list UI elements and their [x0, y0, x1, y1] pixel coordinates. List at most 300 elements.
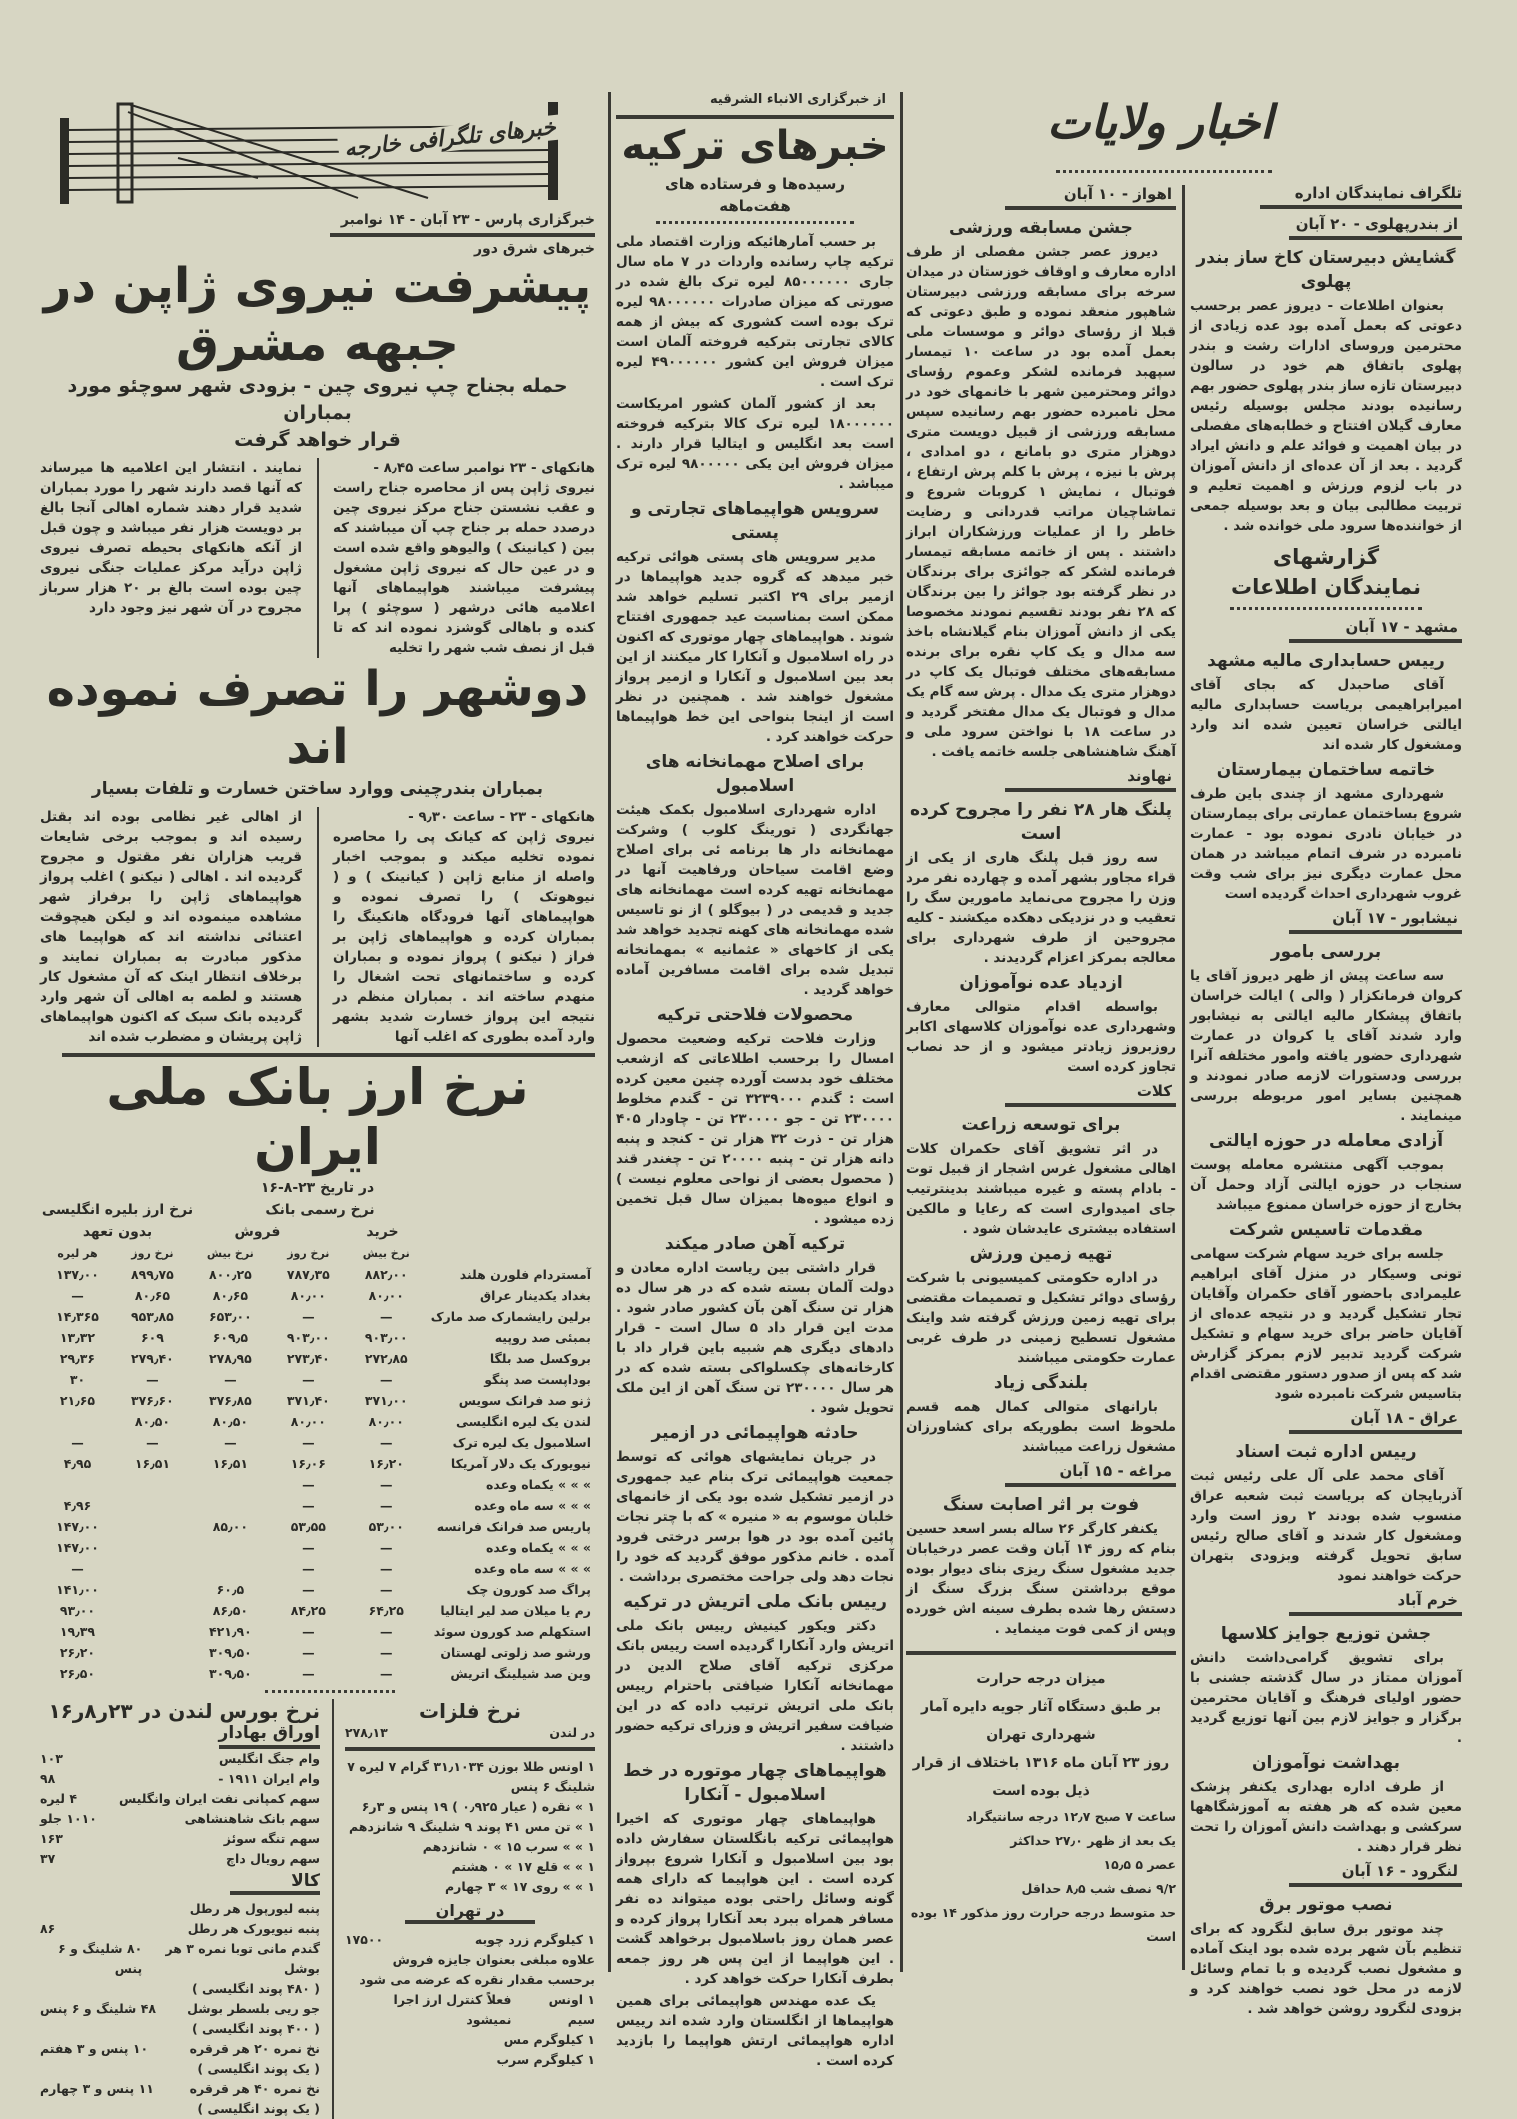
rate-value: ۱۴٫۳۶۵: [56, 1309, 99, 1324]
currency-name: آمستردام فلورن هلند: [459, 1267, 591, 1282]
place-dateline: مشهد - ۱۷ آبان: [1289, 618, 1462, 643]
weather-title-line: روز ۲۳ آبان ماه ۱۳۱۶ باختلاف از قرار ذیل بوده است: [912, 1755, 1170, 1799]
article-paragraph: بعنوان اطلاعات - دیروز عصر برحسب دعوتی که بعمل آمده بود عده زیادی از محترمین وروسای ادارات رشت و بندر پهلوی باتفاق هم خود در سالون دبیرستان تازه ساز بندر پهلوی حضور بهم رسانیده بودند مجلس بوسیله رئیس معارف گیلان افتتاح و خطابه‌های مفصلی در بیان اهمیت و فوائد علم و دانش ایراد گردید . بعد از آن عده‌ای از دانش آموزان در باب لزوم ورزش و اهمیت تعلیم و تربیت مطالبی بیان و بعد بوسیله جمعی از خواننده‌ها سرود ملی خوانده شد .: [1190, 298, 1462, 534]
currency-row: [40, 1369, 595, 1390]
commodity-row: [40, 1939, 320, 1979]
rate-value: —: [302, 1561, 315, 1576]
currency-row: [40, 1411, 595, 1432]
commodity-row: [40, 1899, 320, 1919]
commodity-row: [40, 1919, 320, 1939]
security-row-value: ۳۷: [40, 1851, 56, 1866]
article-heading: فوت بر اثر اصابت سنگ: [942, 1495, 1140, 1515]
temperature-reading: ساعت ۷ صبح ۱۲٫۷ درجه سانتیگراد: [966, 1809, 1176, 1824]
goods-label: کالا: [230, 1871, 320, 1895]
rate-value: [115, 1663, 190, 1684]
tehran-metal-row-value: فعلاً کنترل ارز اجرا نمیشود: [393, 1992, 512, 2027]
rate-value: [190, 1495, 271, 1516]
rate-value: ۳۰۹٫۵۰: [208, 1645, 252, 1660]
metal-row: ۱ اونس طلا بوزن ۳۱٫۱۰۳۴ گرام ۷ لیره ۷ شلینگ ۶ پنس: [347, 1759, 595, 1794]
rate-value: ۸۰٫۰۰: [290, 1414, 326, 1429]
rate-value: ۳۷۶٫۶۰: [131, 1393, 174, 1408]
column-divider: [1182, 185, 1185, 1970]
rate-value: ۳۰: [69, 1372, 86, 1387]
rate-value: —: [380, 1372, 393, 1387]
lira-rate-label: نرخ ارز بلیره انگلیسی: [41, 1202, 194, 1218]
security-row: [40, 1749, 320, 1769]
rate-value: —: [380, 1435, 393, 1450]
article-heading: محصولات فلاحتی ترکیه: [656, 1005, 854, 1025]
article-body-left: از اهالی غیر نظامی بوده اند بقتل رسیده اند و بموجب برخی شایعات قریب هزاران نفر مقتول و مجروح گردیده اند . اهالی ( نیکنو ) اغلب پرواز هواپیماهای ژاپن را برفراز شهر مشاهده مینموده اند و لیکن هیچوقت اعتنائی نداشته اند که هواپیما های مذکور مبادرت به بمباران نمایند و برخلاف انتظار اینک که آن مشغول کار هستند و لطمه به اهالی آن شهر وارد گردیده بانک سبک که اکنون هواپیماهای ژاپن پریشان و مضطرب شده اند: [40, 809, 302, 1045]
article-heading: آزادی معامله در حوزه ایالتی: [1208, 1131, 1444, 1151]
article-paragraph: بارانهای متوالی کمال همه قسم ملحوظ است بطوریکه برای کشاورزان مشغول زراعت میباشند: [906, 1399, 1176, 1455]
rate-value: —: [224, 1372, 237, 1387]
temperature-reading: ۹/۲ نصف شب ۸٫۵ حداقل: [1021, 1881, 1176, 1896]
section-label: تلگراف نمایندگان اداره: [1260, 184, 1462, 209]
place-dateline: اهواز - ۱۰ آبان: [1005, 185, 1176, 210]
london-value: ۲۷۸٫۱۳: [345, 1725, 388, 1740]
article-paragraph: برای تشویق گرامی‌داشت دانش آموزان ممتاز در سال گذشته جشنی با حضور اولیای فرهنگ و آقایان محترمین برگزار و جوایز لازم بین آنها توزیع گردید .: [1190, 1650, 1462, 1746]
rate-value: —: [380, 1498, 393, 1513]
rate-value: ۶۴٫۲۵: [368, 1603, 404, 1618]
metal-row: ۱ » » روی ۱۷ » ۳ چهارم: [445, 1879, 595, 1894]
section-label: خبرهای شرق دور: [474, 241, 595, 257]
headline-two-cities: دوشهر را تصرف نموده اند: [46, 661, 589, 775]
rate-value: —: [380, 1582, 393, 1597]
rate-value: [40, 1411, 115, 1432]
currency-name: رم یا میلان صد لیر ایتالیا: [440, 1603, 591, 1618]
rate-value: ۵۳٫۵۵: [290, 1519, 326, 1534]
rate-value: —: [302, 1666, 315, 1681]
tehran-label: در تهران: [405, 1901, 535, 1924]
rate-value: ۸۰۰٫۲۵: [208, 1267, 252, 1282]
weather-title-line: میزان درجه حرارت: [976, 1671, 1106, 1687]
currency-row: [40, 1600, 595, 1621]
commodity-row: [40, 1999, 320, 2019]
temperature-reading: یک بعد از ظهر ۲۷٫۰ حداکثر: [1010, 1833, 1176, 1848]
column-headline: خبرهای ترکیه: [616, 115, 894, 173]
currency-row: [40, 1642, 595, 1663]
currency-row: [40, 1432, 595, 1453]
rate-value: [115, 1558, 190, 1579]
currency-row: [40, 1306, 595, 1327]
column-header: نرخ بیش: [362, 1247, 410, 1260]
rate-value: ۱۴۷٫۰۰: [56, 1540, 99, 1555]
article-heading: پلنگ هار ۲۸ نفر را مجروح کرده است: [909, 800, 1173, 844]
rate-value: —: [380, 1477, 393, 1492]
currency-name: نیویورک یک دلار آمریکا: [450, 1456, 591, 1471]
tehran-metal-row-label: ۱ اونس سیم: [548, 1992, 595, 2027]
rate-value: —: [302, 1435, 315, 1450]
rate-value: ۲۱٫۶۵: [59, 1393, 96, 1408]
currency-name: وین صد شیلینگ اتریش: [450, 1666, 591, 1681]
subhead-bombardment: بمباران بندرچینی ووارد ساختن خسارت و تلفات بسیار: [91, 779, 544, 799]
rate-value: ۸۰٫۶۵: [134, 1288, 171, 1303]
commodity-row-label: نخ نمره ۴۰ هر قرقره: [189, 2081, 320, 2096]
rate-value: ۴٫۹۵: [63, 1456, 92, 1471]
telegraph-wires-icon: [48, 98, 570, 206]
commodity-row: [40, 1979, 320, 1999]
security-row-label: سهم تنگه سوئز: [223, 1831, 320, 1846]
rate-value: ۶۵۳٫۰۰: [208, 1309, 252, 1324]
article-paragraph: سه روز قبل پلنگ هاری از یکی از قراء مجاور بشهر آمده و چهارده نفر مرد وزن را مجروح می‌نماید مامورین سگ را تعقیب و در نزدیکی دهکده میکشند - کلیه مجروحین از طرف شهرداری برای معالجه بمرکز اعزام گردیدند .: [906, 850, 1176, 966]
column-header: هر لیره: [57, 1247, 98, 1260]
article-heading: جشن مسابقه ورزشی: [949, 218, 1133, 238]
security-row-value: ۱۶۳: [40, 1831, 63, 1846]
rate-value: ۳۷۱٫۴۰: [286, 1393, 330, 1408]
currency-row: [40, 1327, 595, 1348]
article-paragraph: آقای صاحبدل که بجای آقای امیرابراهیمی بریاست حسابداری مالیه ایالتی خراسان تعیین شده اند وارد ومشغول کار شده اند: [1190, 677, 1462, 753]
article-paragraph: آقای محمد علی آل علی رئیس ثبت آذربایجان که بریاست ثبت شعبه عراق منسوب شده بودند ۲ روز است وارد ومشغول کار شدند و آقای صالح رئیس سابق تحویل گرفته وبزودی بتهران حرکت خواهند نمود: [1190, 1468, 1462, 1584]
article-paragraph: جلسه برای خرید سهام شرکت سهامی تونی وسیکار در منزل آقای ابراهیم علیمرادی باحضور آقای حکمران وآقایان تجار تشکیل گردید و در نتیجه عده‌ای از آقایان حاضر برای خرید سهام و تشکیل شرکت گردید تدبیر لازم بمرکز گزارش شد که پس از صدور دستور مقتضی اقدام بتاسیس شرکت نامبرده شود: [1190, 1246, 1462, 1402]
rate-value: ۸۰٫۰۰: [368, 1414, 404, 1429]
security-row: [40, 1789, 320, 1809]
article-paragraph: در جریان نمایشهای هوائی که توسط جمعیت هواپیمائی ترک بنام عید جمهوری در ازمیر تشکیل شده بود یکی از خانمهای خلبان موسوم به « منیره » که با چتر نجات پائین آمده بود در هوا برسر درختی فرود آمده . خانم مذکور موفق گردید که خود را نجات دهد ولی جراحت مختصری برداشت .: [616, 1449, 894, 1585]
currency-name: بمبئی صد روپیه: [494, 1330, 591, 1345]
rate-value: —: [302, 1540, 315, 1555]
article-heading: گشایش دبیرستان کاخ ساز بندر پهلوی: [1196, 248, 1456, 292]
rate-value: ۸۵٫۰۰: [212, 1519, 248, 1534]
rate-value: ۸۰٫۵۰: [134, 1414, 171, 1429]
column-subhead: رسیده‌ها و فرستاده های هفت‌ماهه: [656, 173, 854, 224]
article-heading: تهیه زمین ورزش: [969, 1244, 1113, 1264]
rate-value: ۱۹٫۳۹: [59, 1624, 96, 1639]
rate-value: —: [380, 1666, 393, 1681]
article-heading: مقدمات تاسیس شرکت: [1228, 1220, 1424, 1240]
currency-row: [40, 1495, 595, 1516]
telegraph-logo: [48, 98, 570, 206]
currency-name: بغداد یکدینار عراق: [479, 1288, 591, 1303]
article-paragraph: در اثر تشویق آقای حکمران کلات اهالی مشغول غرس اشجار از قبیل توت - بادام پسته و غیره میباشند بدینترتیب جای امیدواری است که رعایا و مالکین استفاده بیشتری عایدشان شود .: [906, 1141, 1176, 1237]
rate-value: —: [302, 1372, 315, 1387]
rate-value: ۹۳٫۰۰: [59, 1603, 96, 1618]
commodity-row: [40, 2079, 320, 2099]
currency-row: [40, 1390, 595, 1411]
bank-rates-title: نرخ ارز بانک ملی ایران: [106, 1058, 529, 1176]
rate-value: ۸۰٫۰۰: [290, 1288, 326, 1303]
article-paragraph: دکتر ویکور کینیش رییس بانک ملی اتریش وارد آنکارا گردیده است رییس بانک مرکزی ترکیه آقای صلاح الدین در مهمانخانه آنکارا ضیافتی باحترام رییس بانک ملی اتریش ترتیب داده که در این ضیافت سفیر اتریش و وزرای ترکیه حضور داشتند .: [616, 1618, 894, 1754]
currency-name: بروکسل صد بلگا: [489, 1351, 591, 1366]
rate-value: ۹۵۳٫۸۵: [131, 1309, 174, 1324]
bourse-title: نرخ بورس لندن در ۲۳ر۸ر۱۶: [48, 1699, 320, 1723]
article-paragraph: سه ساعت پیش از ظهر دیروز آقای یا کروان فرمانکزار ( والی ) ایالت خراسان باتفاق پیشکار مالیه ایالتی به نیشابور وارد شدند آقای یا کروان در عمارت شهرداری حضور یافته وامور مختلفه آنرا بررسی ودستورات لازمه صادر نمودند و همچنین بسایر امور مربوطه بررسی مینمایند .: [1190, 968, 1462, 1124]
rate-value: ۳۰۹٫۵۰: [208, 1666, 252, 1681]
rate-value: ۸۰٫۶۵: [212, 1288, 248, 1303]
article-heading: سرویس هواپیماهای تجارتی و پستی: [630, 499, 880, 543]
rate-value: ۴٫۹۶: [63, 1498, 92, 1513]
currency-name: اسلامبول یک لیره ترک: [452, 1435, 591, 1450]
no-commitment-label: بدون تعهد: [82, 1224, 153, 1240]
rate-value: ۱۶٫۵۱: [134, 1456, 171, 1471]
security-row-value: ۱۰۳: [40, 1751, 63, 1766]
article-paragraph: بعد از کشور آلمان کشور امریکاست ۱۸۰۰۰۰۰۰ لیره ترک کالا بترکیه فروخته است بعد انگلیس و ایتالیا قرار دارند . میزان فروش این یکی ۹۸۰۰۰۰۰ لیره ترک میباشد .: [616, 396, 895, 492]
rate-value: ۸۰٫۰۰: [368, 1288, 404, 1303]
article-heading: ترکیه آهن صادر میکند: [664, 1234, 846, 1254]
currency-row: [40, 1579, 595, 1600]
tehran-metal-row: [345, 2030, 595, 2050]
rate-value: —: [146, 1435, 159, 1450]
currency-row: [40, 1663, 595, 1684]
box-divider: [332, 1699, 334, 2119]
metals-prices: [345, 1699, 595, 2070]
table-header-row: [40, 1243, 595, 1264]
commodity-row-label: نخ نمره ۲۰ هر قرقره: [189, 2041, 320, 2056]
rate-value: —: [71, 1561, 84, 1576]
rate-value: [190, 1558, 271, 1579]
tehran-metal-row: [345, 2050, 595, 2070]
logo-text: خبرهای تلگرافی خارجه: [337, 114, 563, 162]
rate-value: ۵۳٫۰۰: [368, 1519, 404, 1534]
article-body-right: نیروی ژاپن پس از محاصره جناح راست و عقب نشستن جناح مرکز نیروی چین درصدد حمله بر جناح چپ آن میباشند که بین ( کیانینک ) والیوهو واقع شده است و در عین حال که نیروی ژاپن مشغول پیشرفت میباشند هواپیماهای آنها اعلامیه هائی درشهر ( سوچئو ) پرا کنده و باهالی گوشزد نموده اند که تا قبل از نصف شب شهر را تخلیه: [333, 480, 595, 656]
rate-value: —: [380, 1309, 393, 1324]
commodity-row-label: گندم مانی توبا نمره ۳ هر بوشل: [165, 1941, 320, 1976]
rate-value: ۴۲۱٫۹۰: [208, 1624, 252, 1639]
rate-value: [190, 1537, 271, 1558]
tehran-metal-row-value: ۱۷۵۰۰: [345, 1932, 384, 1947]
commodity-row: [40, 2099, 320, 2119]
left-dateline: خبرگزاری پارس - ۲۳ آبان - ۱۴ نوامبر: [330, 212, 595, 237]
rate-value: [115, 1621, 190, 1642]
rate-value: —: [380, 1540, 393, 1555]
commodity-row-value: ۴۸ شلینگ و ۶ پنس: [40, 2001, 156, 2016]
rate-value: ۱۳٫۳۲: [59, 1330, 96, 1345]
article-heading: رییس حسابداری مالیه مشهد: [1207, 651, 1445, 671]
metals-title: نرخ فلزات: [419, 1699, 521, 1723]
london-bourse: [40, 1699, 320, 2119]
buy-label: خرید: [366, 1224, 399, 1240]
article-paragraph: هواپیماهای چهار موتوری که اخیرا هواپیمائی ترکیه بانگلستان سفارش داده بود بین اسلامبول و آنکارا شروع بپرواز کرده است . این هواپیما که دارای همه گونه وسائل راحتی بوده میتواند ده نفر مسافر همراه ببرد بعد آنکارا پرواز کرده و عصر همان روز باسلامبول برخواهد گشت . این هواپیما از این پس هر روز جمعه بطرف آنکارا حرکت خواهد کرد .: [616, 1811, 894, 1987]
rate-value: ۲۶٫۲۰: [59, 1645, 96, 1660]
temperature-reading: عصر ۵ ۱۵٫۵: [1103, 1857, 1176, 1872]
rate-value: ۹۰۳٫۰۰: [364, 1330, 408, 1345]
metal-row: ۱ » » قلع ۱۷ » ۰ هشتم: [451, 1859, 595, 1874]
currency-row: [40, 1453, 595, 1474]
rate-value: ۶۰۹: [140, 1330, 164, 1345]
provinces-column: [906, 180, 1176, 1949]
commodity-row-label: ( ۴۸۰ پوند انگلیسی ): [191, 1981, 320, 1996]
article-dateline: هانکهای - ۲۳ - ساعت ۹٫۳۰ -: [408, 809, 595, 825]
subhead-line-1: حمله بجناح چپ نیروی چین - بزودی شهر سوچئو مورد بمباران: [67, 375, 568, 424]
column-divider: [900, 92, 903, 1972]
article-heading: خاتمه ساختمان بیمارستان: [1216, 760, 1436, 780]
security-row-label: سهم رویال داچ: [226, 1851, 320, 1866]
rate-value: ۹۰۳٫۰۰: [286, 1330, 330, 1345]
commodity-row-label: جو ریی بلسطر بوشل: [187, 2001, 320, 2016]
tehran-metal-row: [345, 1990, 595, 2030]
article-paragraph: بواسطه اقدام متوالی معارف وشهرداری عده نوآموزان کلاسهای اکابر روزبروز زیادتر میشود و از حد نصاب تجاوز کرده است: [906, 999, 1176, 1075]
rate-value: [115, 1495, 190, 1516]
currency-row: [40, 1285, 595, 1306]
commodity-row-label: ( ۴۰۰ پوند انگلیسی ): [191, 2021, 320, 2036]
article-heading: رییس اداره ثبت اسناد: [1235, 1442, 1417, 1462]
currency-row: [40, 1537, 595, 1558]
place-dateline: نیشابور - ۱۷ آبان: [1289, 909, 1462, 934]
correspondents-column: [1190, 180, 1462, 2021]
commodity-row: [40, 2019, 320, 2039]
currency-row: [40, 1474, 595, 1495]
security-row-value: ۱۰۱۰ جلو: [40, 1811, 97, 1826]
currency-row: [40, 1621, 595, 1642]
sell-label: فروش: [234, 1224, 281, 1240]
article-paragraph: چند موتور برق سابق لنگرود که برای تنظیم بآن شهر برده شده بود اینک آماده و مشغول نصب گردیده و با تمام وسائل لازمه در محل خود نصب خواهند کرد و بزودی لنگرود روشن خواهد شد .: [1190, 1921, 1462, 2017]
foreign-news-section: [40, 98, 595, 2119]
subhead-line-2: قرار خواهد گرفت: [234, 429, 401, 451]
rate-value: ۲۷۹٫۴۰: [131, 1351, 174, 1366]
security-row-label: وام ایران ۱۹۱۱ -: [218, 1771, 320, 1786]
section-heading: گزارشهای نمایندگان اطلاعات: [1230, 542, 1422, 610]
article-heading: بلندگی زیاد: [993, 1373, 1089, 1393]
currency-name: ژنو صد فرانک سویس: [458, 1393, 591, 1408]
article-heading: برای اصلاح مهمانخانه های اسلامبول: [645, 752, 865, 796]
article-paragraph: قرار داشتی بین ریاست اداره معادن و دولت آلمان بسته شده که در هر سال ده هزار تن سنگ آهن بآن کشور صادر شود . مدت این قرار داد ۵ سال است - قرار دادهای دیگری هم شبیه باین قرار داد با کارخانه‌های چکسلواکی بسته شده که در هر سال ۲۳۰۰۰۰ تن سنگ آهن از این ملک تحویل شود .: [616, 1260, 894, 1416]
article-heading: هواپیماهای چهار موتوره در خط اسلامبول - آنکارا: [623, 1761, 887, 1805]
currency-name: » » » یکماه وعده: [486, 1540, 591, 1555]
rate-value: ۸۰٫۵۰: [212, 1414, 248, 1429]
rate-value: ۷۸۷٫۳۵: [286, 1267, 330, 1282]
rate-value: ۱۳۷٫۰۰: [56, 1267, 99, 1282]
rate-value: ۶۰٫۵: [216, 1582, 245, 1597]
rate-value: [115, 1579, 190, 1600]
article-paragraph: در اداره حکومتی کمیسیونی با شرکت رؤسای دوائر تشکیل و تصمیمات مقتضی برای تهیه زمین ورزش گرفته شد واینک مشغول تسطیح زمینی در طرف غربی عمارت حکومتی میباشند: [906, 1270, 1176, 1366]
rate-value: ۱۴۱٫۰۰: [56, 1582, 99, 1597]
place-dateline: عراق - ۱۸ آبان: [1289, 1409, 1462, 1434]
article-paragraph: بر حسب آمارهائیکه وزارت اقتصاد ملی ترکیه چاپ رسانده واردات در ۷ ماه سال جاری ۸۵۰۰۰۰۰۰ لیره ترک بالغ شده در صورتی که میزان صادرات ۹۸۰۰۰۰۰۰ لیره ترک بوده است کشوری که بیش از همه کالای تجارتی بترکیه فروخته آلمان است میزان فروش این کشور ۴۹۰۰۰۰۰۰ لیره ترک است .: [616, 234, 894, 390]
article-paragraph: یک عده مهندس هواپیمائی برای همین هواپیماها از انگلستان وارد شده اند رییس اداره هواپیمائی ارتش هواپیما را بازدید کرده است .: [616, 1993, 894, 2069]
security-row-label: سهم کمپانی نفت ایران وانگلیس: [118, 1791, 320, 1806]
commodity-row-label: ( یک پوند انگلیسی ): [197, 2101, 320, 2116]
commodity-row-value: ۸۶: [40, 1921, 56, 1936]
article-paragraph: یکنفر کارگر ۲۶ ساله بسر اسعد حسین بنام که روز ۱۴ آبان وقت عصر درخیابان جدید مشغول سنگ ریزی بنای دیوار بوده موقع برداشتن سنگ بزرگ سنگ از دستش رها شده بطرف سینه اش خورده وپس از کمی فوت مینماید .: [906, 1521, 1177, 1637]
column-header: نرخ بیش: [206, 1247, 254, 1260]
metal-row: ۱ » تن مس ۴۱ پوند ۹ شلینگ ۹ شانزدهم: [349, 1819, 595, 1834]
rate-value: ۲۹٫۳۶: [59, 1351, 96, 1366]
metal-row: ۱ » نقره ( عیار ۰٫۹۲۵ ) ۱۹ پنس و ۳ر۶: [361, 1799, 595, 1814]
tehran-metal-row-label: ۱ کیلوگرم سرب: [496, 2052, 595, 2067]
currency-name: پاریس صد فرانک فرانسه: [436, 1519, 591, 1534]
security-row: [40, 1849, 320, 1869]
rate-value: ۳۷۶٫۸۵: [208, 1393, 252, 1408]
column-header: نرخ روز: [287, 1247, 330, 1260]
security-row-label: سهم بانک شاهنشاهی: [184, 1811, 320, 1826]
article-heading: رییس بانک ملی اتریش در ترکیه: [623, 1592, 887, 1612]
rate-value: ۱۶٫۲۰: [368, 1456, 404, 1471]
official-rate-label: نرخ رسمی بانک: [265, 1202, 375, 1218]
weather-footer: حد متوسط درجه حرارت روز مذکور ۱۴ بوده است: [910, 1905, 1176, 1944]
rate-value: ۲۶٫۵۰: [59, 1666, 96, 1681]
rate-value: ۲۷۸٫۹۵: [208, 1351, 252, 1366]
weather-title-line: بر طبق دستگاه آثار جویه دایره آمار: [920, 1699, 1162, 1715]
article-heading: جشن توزیع جوایز کلاسها: [1220, 1624, 1432, 1644]
security-row: [40, 1809, 320, 1829]
tehran-metal-row: [345, 1950, 595, 1990]
article-paragraph: مدیر سرویس های پستی هوائی ترکیه خبر میدهد که گروه جدید هواپیماها در ازمیر برای ۲۹ اکتبر تسلیم خواهد شد ممکن است بمناسبت عید جمهوری افتتاح شوند . هواپیماهای چهار موتوری که اکنون در راه اسلامبول و آنکارا کار میکنند از این بعد بین اسلامبول و آنکارا و ازمیر پرواز مشغول خواهند شد . همچنین در نظر است از اینجا بنواحی این خط هواپیماها حرکت خواهند کرد .: [616, 549, 894, 745]
currency-name: » » » سه ماه وعده: [474, 1498, 591, 1513]
rate-value: ۳۷۱٫۰۰: [364, 1393, 408, 1408]
currency-row: [40, 1516, 595, 1537]
currency-name: » » » یکماه وعده: [486, 1477, 591, 1492]
place-dateline: مراغه - ۱۵ آبان: [1005, 1462, 1176, 1487]
place-dateline: لنگرود - ۱۶ آبان: [1289, 1862, 1462, 1887]
article-paragraph: اداره شهرداری اسلامبول بکمک هیئت جهانگردی ( تورینگ کلوب ) وشرکت مهمانخانه دار ها برنامه ئی برای اصلاح وضع اقامت سیاحان ورفاهیت آنها در مهمانخانه تهیه کرده است مهمانخانه های جدید و قدیمی در ( بیوگلو ) از نو تاسیس شده مهمانخانه های کهنه تجدید خواهد شد یکی از کاخهای « عثمانیه » بمهمانخانه تبدیل شده برای اقامت مسافرین آماده خواهد گردید .: [616, 802, 894, 998]
article-heading: ازدیاد عده نوآموزان: [959, 973, 1123, 993]
rate-value: —: [224, 1435, 237, 1450]
article-paragraph: بموجب آگهی منتشره معامله پوست سنجاب در حوزه ایالتی آزاد وحمل آن بخارج از حوزه خراسان ممنوع میباشد: [1190, 1157, 1462, 1213]
rate-value: ۸۹۹٫۷۵: [131, 1267, 174, 1282]
article-divider: [317, 458, 319, 658]
commodity-row: [40, 2039, 320, 2059]
article-dateline: هانکهای - ۲۳ نوامبر ساعت ۸٫۴۵ -: [373, 460, 595, 476]
commodity-row-value: ۸۰ شلینگ و ۶ پنس: [58, 1941, 143, 1976]
rate-value: ۲۷۲٫۸۵: [364, 1351, 408, 1366]
bank-rates-table: [40, 1243, 595, 1684]
commodity-row: [40, 2059, 320, 2079]
article-heading: نصب موتور برق: [1259, 1895, 1393, 1915]
rate-value: —: [302, 1498, 315, 1513]
rate-value: —: [71, 1288, 84, 1303]
rate-value: [115, 1516, 190, 1537]
rate-value: [115, 1474, 190, 1495]
rate-value: —: [302, 1582, 315, 1597]
bank-rates-date: در تاریخ ۲۳-۸-۱۶: [260, 1180, 375, 1196]
column-header: [427, 1243, 595, 1264]
rate-value: —: [302, 1477, 315, 1492]
rate-value: —: [380, 1624, 393, 1639]
rate-value: —: [380, 1561, 393, 1576]
rate-value: —: [302, 1645, 315, 1660]
currency-name: لندن یک لیره انگلیسی: [455, 1414, 591, 1429]
metal-row: ۱ » » سرب ۱۵ » ۰ شانزدهم: [422, 1839, 595, 1854]
commodity-row-value: ۱۱ پنس و ۳ چهارم: [40, 2081, 154, 2096]
article-heading: بررسی بامور: [1270, 942, 1382, 962]
article-paragraph: شهرداری مشهد از چندی باین طرف شروع بساختمان عمارتی برای بیمارستان در خیابان نادری نموده بود - عمارت نامبرده در شرف اتمام میباشد در همان محل عمارت دیگری نیز برای شب وقت غروب شهرداری احداث گردیده است: [1190, 786, 1462, 902]
currency-row: [40, 1264, 595, 1285]
rate-value: [40, 1474, 115, 1495]
rate-value: ۸۸۲٫۰۰: [364, 1267, 408, 1282]
tehran-metal-row-label: ۱ کیلوگرم زرد چوبه: [474, 1932, 595, 1947]
article-divider: [317, 807, 319, 1047]
rate-value: ۶۰۹٫۵: [212, 1330, 248, 1345]
weather-box: [906, 1651, 1176, 1949]
place-dateline: خرم آباد: [1289, 1591, 1462, 1616]
rate-value: —: [302, 1309, 315, 1324]
article-heading: بهداشت نوآموزان: [1251, 1753, 1401, 1773]
tehran-metal-row-label: علاوه مبلغی بعنوان جایزه فروش برحسب مقدار نقره که عرضه می شود: [359, 1952, 595, 1987]
place-dateline: از بندرپهلوی - ۲۰ آبان: [1289, 215, 1462, 240]
currency-name: بوداپست صد پنگو: [484, 1372, 591, 1387]
rate-value: —: [302, 1624, 315, 1639]
currency-row: [40, 1348, 595, 1369]
rate-value: ۲۷۳٫۴۰: [286, 1351, 330, 1366]
london-label: در لندن: [549, 1725, 595, 1740]
currency-name: » » » سه ماه وعده: [474, 1561, 591, 1576]
rate-value: —: [146, 1372, 159, 1387]
table-end-rule: [265, 1690, 395, 1693]
article-paragraph: دیروز عصر جشن مفصلی از طرف اداره معارف و اوقاف خوزستان در میدان سرخه برای مسابقه ورزشی دبیرستان شاهپور منعقد نموده و طبق دعوتی که قبلا از رؤسای دوائر و موسسات ملی بعمل آمده بود در ساعت ۱۰ تیمسار سپهبد فرمانده لشکر وعموم رؤسای دوائر ومحترمین شهر با خانمهای خود در محل نامبرده حضور بهم رسانیده سپس مسابقه ورزشی از قبیل دویست متری دوهزار متری دو بامانع ، دو امدادی ، پرش با نیزه ، پرش با کلم پرش ارتفاع ، فوتبال ، نمایش ۱ کروبات شروع و تماشاچیان مراتب قدردانی و رضایت خاطر را از عملیات ورزشکاران ابراز داشتند . پس از خاتمه مسابقه تیمسار فرمانده لشکر که جوائزی برای برندگان در نظر گرفته بود جوائز را بین برندگان که ۲۸ نفر بودند تقسیم نمودند مخصوصا یکی از دانش آموزان بنام گیلانشاه باخذ سه مدال و یک کاپ نقره برای برنده مسابقه‌های مختلف فوتبال یک کاپ در دوهزار متری یک مدال . پرش سه گام یک مدال و فوتبال یک مدال مفتخر گردید و در ساعت ۱۸ با نواختن سرود ملی و آهنگ شاهنشاهی جلسه خاتمه یافت .: [906, 244, 1176, 760]
currency-name: برلین رایشمارک صد مارک: [430, 1309, 591, 1324]
weather-title-line: شهرداری تهران: [986, 1727, 1096, 1743]
article-heading: حادثه هواپیمائی در ازمیر: [651, 1423, 859, 1443]
security-row: [40, 1769, 320, 1789]
rate-value: [115, 1537, 190, 1558]
commodity-row-label: پنبه لیورپول هر رطل: [189, 1901, 320, 1916]
tehran-metal-row: [345, 1930, 595, 1950]
rate-value: ۱۶٫۰۶: [290, 1456, 326, 1471]
turkey-news-column: [616, 92, 894, 2073]
place-dateline: نهاوند: [1005, 767, 1176, 792]
security-row-value: ۹۸: [40, 1771, 56, 1786]
commodity-row-label: ( یک پوند انگلیسی ): [197, 2061, 320, 2076]
rate-value: ۸۶٫۵۰: [212, 1603, 248, 1618]
article-paragraph: از طرف اداره بهداری یکنفر پزشک معین شده که هر هفته به آموزشگاهها سرکشی و بهداشت دانش آموزان را تحت نظر قرار دهند .: [1190, 1779, 1462, 1855]
